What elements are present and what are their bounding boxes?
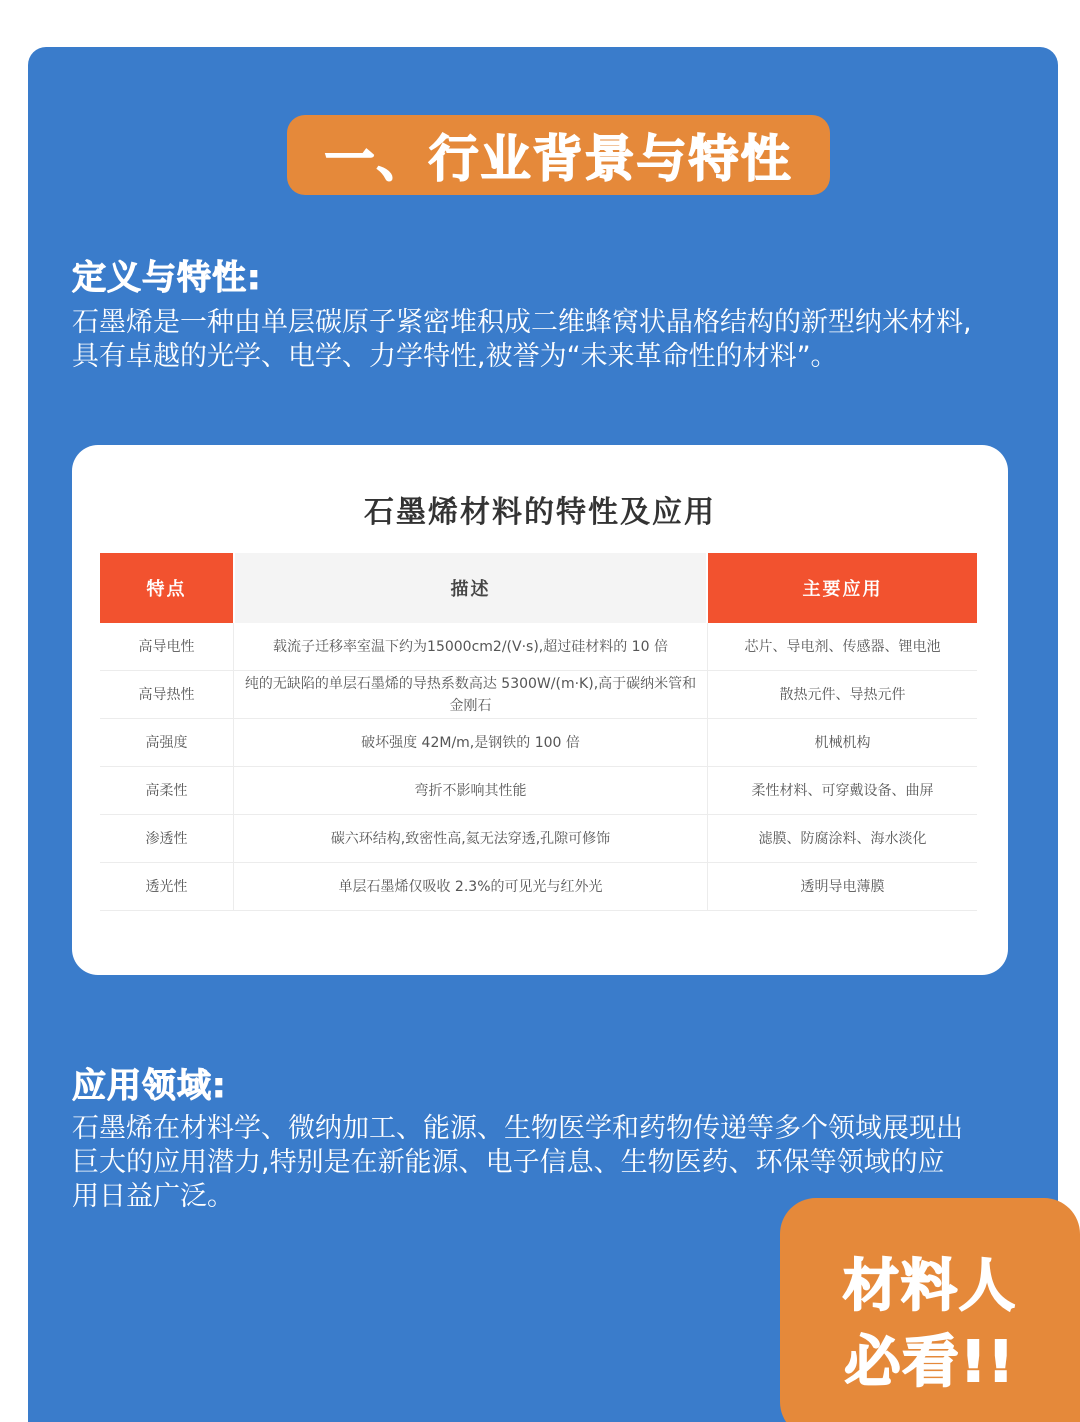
table-row xyxy=(100,719,977,767)
feature-cell: 高强度 xyxy=(145,734,188,751)
table-row xyxy=(100,671,977,719)
properties-table xyxy=(100,553,977,911)
description-cell: 破坏强度 42M/m,是钢铁的 100 倍 xyxy=(233,719,708,766)
feature-cell: 高导电性 xyxy=(138,638,195,655)
definition-text xyxy=(72,306,1062,374)
description-cell: 纯的无缺陷的单层石墨烯的导热系数高达 5300W/(m·K),高于碳纳米管和金刚石 xyxy=(233,671,708,718)
description-cell: 碳六环结构,致密性高,氦无法穿透,孔隙可修饰 xyxy=(233,815,708,862)
table-header-row xyxy=(100,553,977,623)
application-cell: 柔性材料、可穿戴设备、曲屏 xyxy=(751,782,934,799)
definition-heading: 定义与特性: xyxy=(72,258,262,298)
header-description: 描述 xyxy=(233,553,708,623)
badge-line-2: 必看!! xyxy=(844,1330,1016,1395)
application-cell: 透明导电薄膜 xyxy=(800,878,885,895)
description-cell: 载流子迁移率室温下约为15000cm2/(V·s),超过硅材料的 10 倍 xyxy=(233,623,708,670)
table-row xyxy=(100,767,977,815)
feature-cell: 高柔性 xyxy=(145,782,188,799)
application-cell: 散热元件、导热元件 xyxy=(779,686,906,703)
table-title: 石墨烯材料的特性及应用 xyxy=(364,495,716,530)
description-cell: 单层石墨烯仅吸收 2.3%的可见光与红外光 xyxy=(233,863,708,910)
table-row xyxy=(100,815,977,863)
badge-line-1: 材料人 xyxy=(843,1254,1017,1319)
application-cell: 机械机构 xyxy=(814,734,871,751)
applications-line: 石墨烯在材料学、微纳加工、能源、生物医学和药物传递等多个领域展现出 xyxy=(72,1113,963,1144)
feature-cell: 渗透性 xyxy=(145,830,188,847)
feature-cell: 透光性 xyxy=(145,878,188,895)
application-cell: 滤膜、防腐涂料、海水淡化 xyxy=(758,830,927,847)
definition-line: 石墨烯是一种由单层碳原子紧密堆积成二维蜂窝状晶格结构的新型纳米材料, xyxy=(72,307,972,338)
applications-line: 用日益广泛。 xyxy=(72,1181,234,1212)
feature-cell: 高导热性 xyxy=(138,686,195,703)
applications-line: 巨大的应用潜力,特别是在新能源、电子信息、生物医药、环保等领域的应 xyxy=(72,1147,945,1178)
table-row xyxy=(100,863,977,911)
section-title-banner xyxy=(287,115,830,195)
table-row xyxy=(100,623,977,671)
header-application: 主要应用 xyxy=(708,553,977,623)
header-feature: 特点 xyxy=(100,553,233,623)
applications-heading: 应用领域: xyxy=(72,1066,227,1106)
application-cell: 芯片、导电剂、传感器、锂电池 xyxy=(744,638,941,655)
definition-line: 具有卓越的光学、电学、力学特性,被誉为“未来革命性的材料”。 xyxy=(72,341,838,372)
description-cell: 弯折不影响其性能 xyxy=(233,767,708,814)
section-title: 一、行业背景与特性 xyxy=(324,130,793,188)
